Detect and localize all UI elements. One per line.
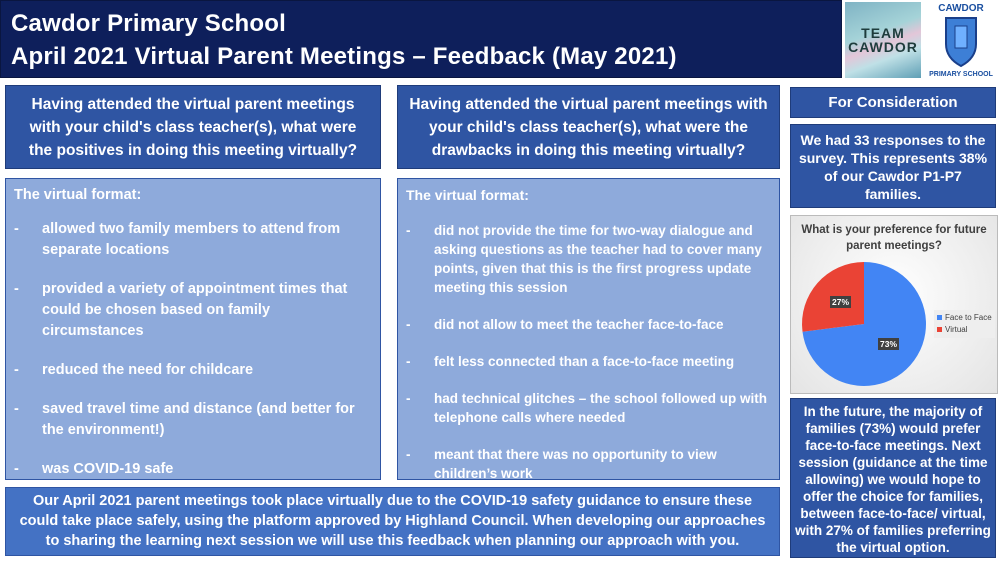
bullet-dash: - [14, 221, 19, 237]
svg-text:PRIMARY SCHOOL: PRIMARY SCHOOL [929, 71, 993, 78]
list-item [14, 360, 372, 381]
responses-text: We had 33 responses to the survey. This represents 38% of our Cawdor P1-P7 families. [790, 124, 996, 208]
item-text: felt less connected than a face-to-face meeting [434, 354, 735, 369]
team-cawdor-logo: TEAM CAWDOR [845, 2, 921, 78]
list-item [406, 352, 771, 371]
bullet-dash: - [14, 461, 19, 477]
positives-panel [5, 178, 381, 480]
list-item [406, 445, 771, 483]
bullet-dash: - [406, 317, 411, 332]
drawbacks-question: Having attended the virtual parent meetings with your child's class teacher(s), what were the drawbacks in doing this meeting virtually? [397, 85, 780, 169]
svg-text:CAWDOR: CAWDOR [938, 3, 984, 14]
list-item [14, 399, 372, 441]
bullet-dash: - [14, 362, 19, 378]
bullet-dash: - [406, 354, 411, 369]
item-text: did not provide the time for two-way dialogue and asking questions as the teacher had to cover many points, given that this is the first progress update meeting this session [434, 223, 762, 295]
bullet-dash: - [406, 223, 411, 238]
positives-lead: The virtual format: [14, 187, 142, 203]
positives-question: Having attended the virtual parent meetings with your child's class teacher(s), what were the positives in doing this meeting virtually? [5, 85, 381, 169]
item-text: had technical glitches – the school followed up with telephone calls where needed [434, 391, 768, 425]
data-label-virtual: 27% [832, 297, 850, 307]
school-crest-logo [924, 0, 999, 80]
list-item [406, 389, 771, 427]
legend-item-virtual: Virtual [937, 324, 992, 336]
drawbacks-lead: The virtual format: [406, 187, 529, 203]
footer-note: Our April 2021 parent meetings took place virtually due to the COVID-19 safety guidance to ensure these could take place safely, using the platform approved by Highland Council. When developing our approaches to sharing the learning next session we will use this feedback when planning our approach with you. [5, 487, 780, 556]
item-text: provided a variety of appointment times that could be chosen based on family circumstances [42, 281, 348, 339]
drawbacks-panel [397, 178, 780, 480]
bullet-dash: - [14, 281, 19, 297]
data-label-face-to-face: 73% [880, 339, 898, 349]
item-text: did not allow to meet the teacher face-to-face [434, 317, 724, 332]
item-text: saved travel time and distance (and better for the environment!) [42, 401, 355, 438]
list-item [14, 279, 372, 342]
item-text: meant that there was no opportunity to view children’s work [434, 447, 717, 481]
bullet-dash: - [406, 447, 411, 462]
bullet-dash: - [14, 401, 19, 417]
list-item [14, 459, 372, 480]
list-item [406, 315, 771, 334]
item-text: allowed two family members to attend from separate locations [42, 221, 341, 258]
school-name: Cawdor Primary School [11, 10, 286, 37]
future-text: In the future, the majority of families (73%) would prefer face-to-face meetings. Next session (guidance at the time allowing) we would hope to offer the choice for families, between face-to-face/ virtual, with 27% of families preferring the virtual option. [790, 398, 996, 558]
list-item [14, 219, 372, 261]
item-text: reduced the need for childcare [42, 362, 254, 378]
chart-legend [934, 310, 995, 338]
legend-item-face-to-face: Face to Face [937, 312, 992, 324]
consideration-heading: For Consideration [790, 87, 996, 118]
page-title: April 2021 Virtual Parent Meetings – Feedback (May 2021) [11, 43, 677, 70]
chart-title: What is your preference for future parent meetings? [801, 224, 987, 252]
bullet-dash: - [406, 391, 411, 406]
item-text: was COVID-19 safe [42, 461, 174, 477]
preference-pie-chart [790, 215, 998, 394]
list-item [406, 221, 771, 297]
page-header [0, 0, 842, 78]
